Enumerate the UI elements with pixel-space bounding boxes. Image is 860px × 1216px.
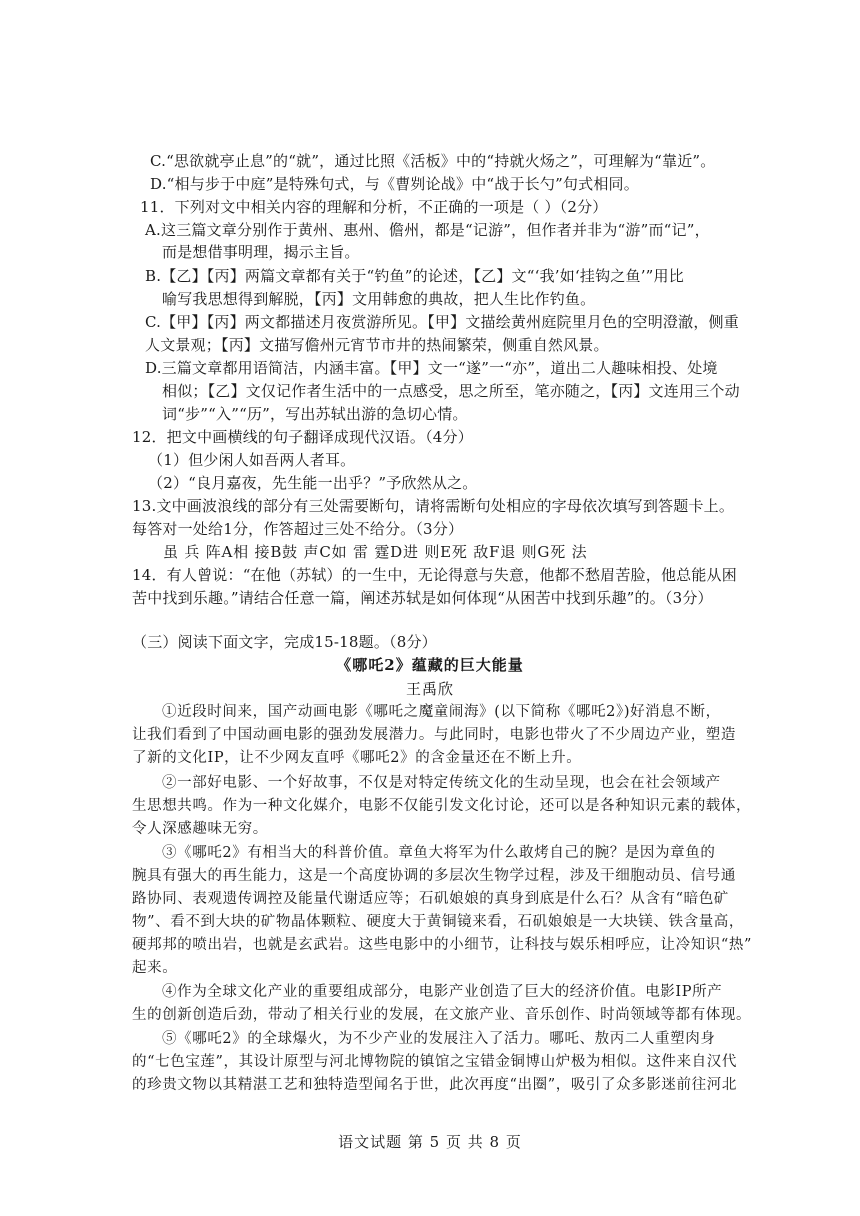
- section3-heading: （三）阅读下面文字，完成15-18题。（8分）: [132, 633, 437, 651]
- q11-option-b-line2: 喻写我思想得到解脱，【丙】文用韩愈的典故，把人生比作钓鱼。: [162, 290, 596, 308]
- q11-option-d-line1: D.三篇文章都用语简洁，内涵丰富。【甲】文一“遂”一“亦”，道出二人趣味相投、处境: [145, 359, 718, 377]
- article-paragraph-1-line: ①近段时间来，国产动画电影《哪吒之魔童闹海》(以下简称《哪吒2》)好消息不断，: [162, 704, 721, 720]
- q11-option-a-line1: A.这三篇文章分别作于黄州、惠州、儋州，都是“记游”，但作者并非为“游”而“记”，: [145, 221, 710, 239]
- q10-option-c: C.“思欲就亭止息”的“就”，通过比照《活板》中的“持就火炀之”，可理解为“靠近”。: [150, 152, 716, 170]
- q11-option-a-line2: 而是想借事明理，揭示主旨。: [162, 243, 360, 261]
- article-paragraph-1-line: 了新的文化IP，让不少网友直呼《哪吒2》的含金量还在不断上升。: [132, 750, 582, 766]
- q13-passage: 虽 兵 阵A相 接B鼓 声C如 雷 霆D进 则E死 敌F退 则G死 法: [163, 543, 588, 561]
- article-paragraph-3-line: 起来。: [132, 960, 178, 976]
- q10-option-d: D.“相与步于中庭”是特殊句式，与《曹刿论战》中“战于长勺”句式相同。: [150, 175, 639, 193]
- q12-sentence-1: （1）但少闲人如吾两人者耳。: [148, 451, 356, 469]
- article-paragraph-3-line: ③《哪吒2》有相当大的科普价值。章鱼大将军为什么敢烤自己的腕？是因为章鱼的: [162, 845, 716, 861]
- article-paragraph-3-line: 腕具有强大的再生能力，这是一个高度协调的多层次生物学过程，涉及干细胞动员、信号通: [132, 868, 736, 884]
- article-paragraph-3-line: 路协同、表观遗传调控及能量代谢适应等；石矶娘娘的真身到底是什么石？从含有“暗色矿: [132, 891, 729, 907]
- q13-stem-line1: 13.文中画波浪线的部分有三处需要断句，请将需断句处相应的字母依次填写到答题卡上。: [132, 497, 735, 515]
- q12-sentence-2: （2）“良月嘉夜，先生能一出乎？”予欣然从之。: [148, 474, 478, 492]
- article-paragraph-4-line: 生的创新创造后劲，带动了相关行业的发展，在文旅产业、音乐创作、时尚领域等都有体现。: [132, 1007, 752, 1023]
- q13-stem-line2: 每答对一处给1分，作答超过三处不给分。（3分）: [132, 520, 464, 538]
- article-paragraph-2-line: ②一部好电影、一个好故事，不仅是对特定传统文化的生动呈现，也会在社会领域产: [162, 775, 721, 791]
- q14-stem-line1: 14．有人曾说：“在他（苏轼）的一生中，无论得意与失意，他都不愁眉苦脸，他总能从困: [132, 566, 737, 584]
- q11-option-b-line1: B.【乙】【丙】两篇文章都有关于“钓鱼”的论述，【乙】文“‘我’如‘挂钩之鱼’”用比: [145, 267, 684, 285]
- page-footer: 语文试题 第 5 页 共 8 页: [338, 1133, 522, 1151]
- q14-stem-line2: 苦中找到乐趣。”请结合任意一篇，阐述苏轼是如何体现“从困苦中找到乐趣”的。（3分）: [132, 589, 713, 607]
- article-paragraph-1-line: 让我们看到了中国动画电影的强劲发展潜力。与此同时，电影也带火了不少周边产业，塑造: [132, 727, 736, 743]
- q11-option-d-line3: 词“步”“入”“历”，写出苏轼出游的急切心情。: [162, 405, 468, 423]
- q11-option-c-line2: 人文景观；【丙】文描写儋州元宵节市井的热闹繁荣，侧重自然风景。: [145, 336, 609, 354]
- article-paragraph-3-line: 物”、看不到大块的矿物晶体颗粒、硬度大于黄铜镜来看，石矶娘娘是一大块镁、铁含量高，: [132, 914, 745, 930]
- q11-stem: 11．下列对文中相关内容的理解和分析，不正确的一项是（ ）（2分）: [140, 198, 608, 216]
- article-paragraph-5-line: ⑤《哪吒2》的全球爆火，为不少产业的发展注入了活力。哪吒、敖丙二人重塑肉身: [162, 1031, 716, 1047]
- q12-stem: 12．把文中画横线的句子翻译成现代汉语。（4分）: [132, 428, 473, 446]
- article-paragraph-5-line: 的“七色宝莲”，其设计原型与河北博物院的镇馆之宝错金铜博山炉极为相似。这件来自汉代: [132, 1054, 737, 1070]
- article-paragraph-2-line: 令人深感趣味无穷。: [132, 821, 268, 837]
- article-paragraph-2-line: 生思想共鸣。作为一种文化媒介，电影不仅能引发文化讨论，还可以是各种知识元素的载体，: [132, 798, 752, 814]
- q11-option-c-line1: C.【甲】【丙】两文都描述月夜赏游所见。【甲】文描绘黄州庭院里月色的空明澄澈，侧重: [145, 313, 739, 331]
- q11-option-d-line2: 相似；【乙】文仅记作者生活中的一点感受，思之所至，笔亦随之，【丙】文连用三个动: [162, 382, 740, 400]
- article-paragraph-4-line: ④作为全球文化产业的重要组成部分，电影产业创造了巨大的经济价值。电影IP所产: [162, 984, 723, 1000]
- article-author: 王禹欣: [405, 680, 454, 698]
- article-paragraph-5-line: 的珍贵文物以其精湛工艺和独特造型闻名于世，此次再度“出圈”，吸引了众多影迷前往河北: [132, 1077, 737, 1093]
- article-title: 《哪吒2》蕴藏的巨大能量: [336, 656, 524, 674]
- article-paragraph-3-line: 硬邦邦的喷出岩，也就是玄武岩。这些电影中的小细节，让科技与娱乐相呼应，让冷知识“热”: [132, 937, 753, 953]
